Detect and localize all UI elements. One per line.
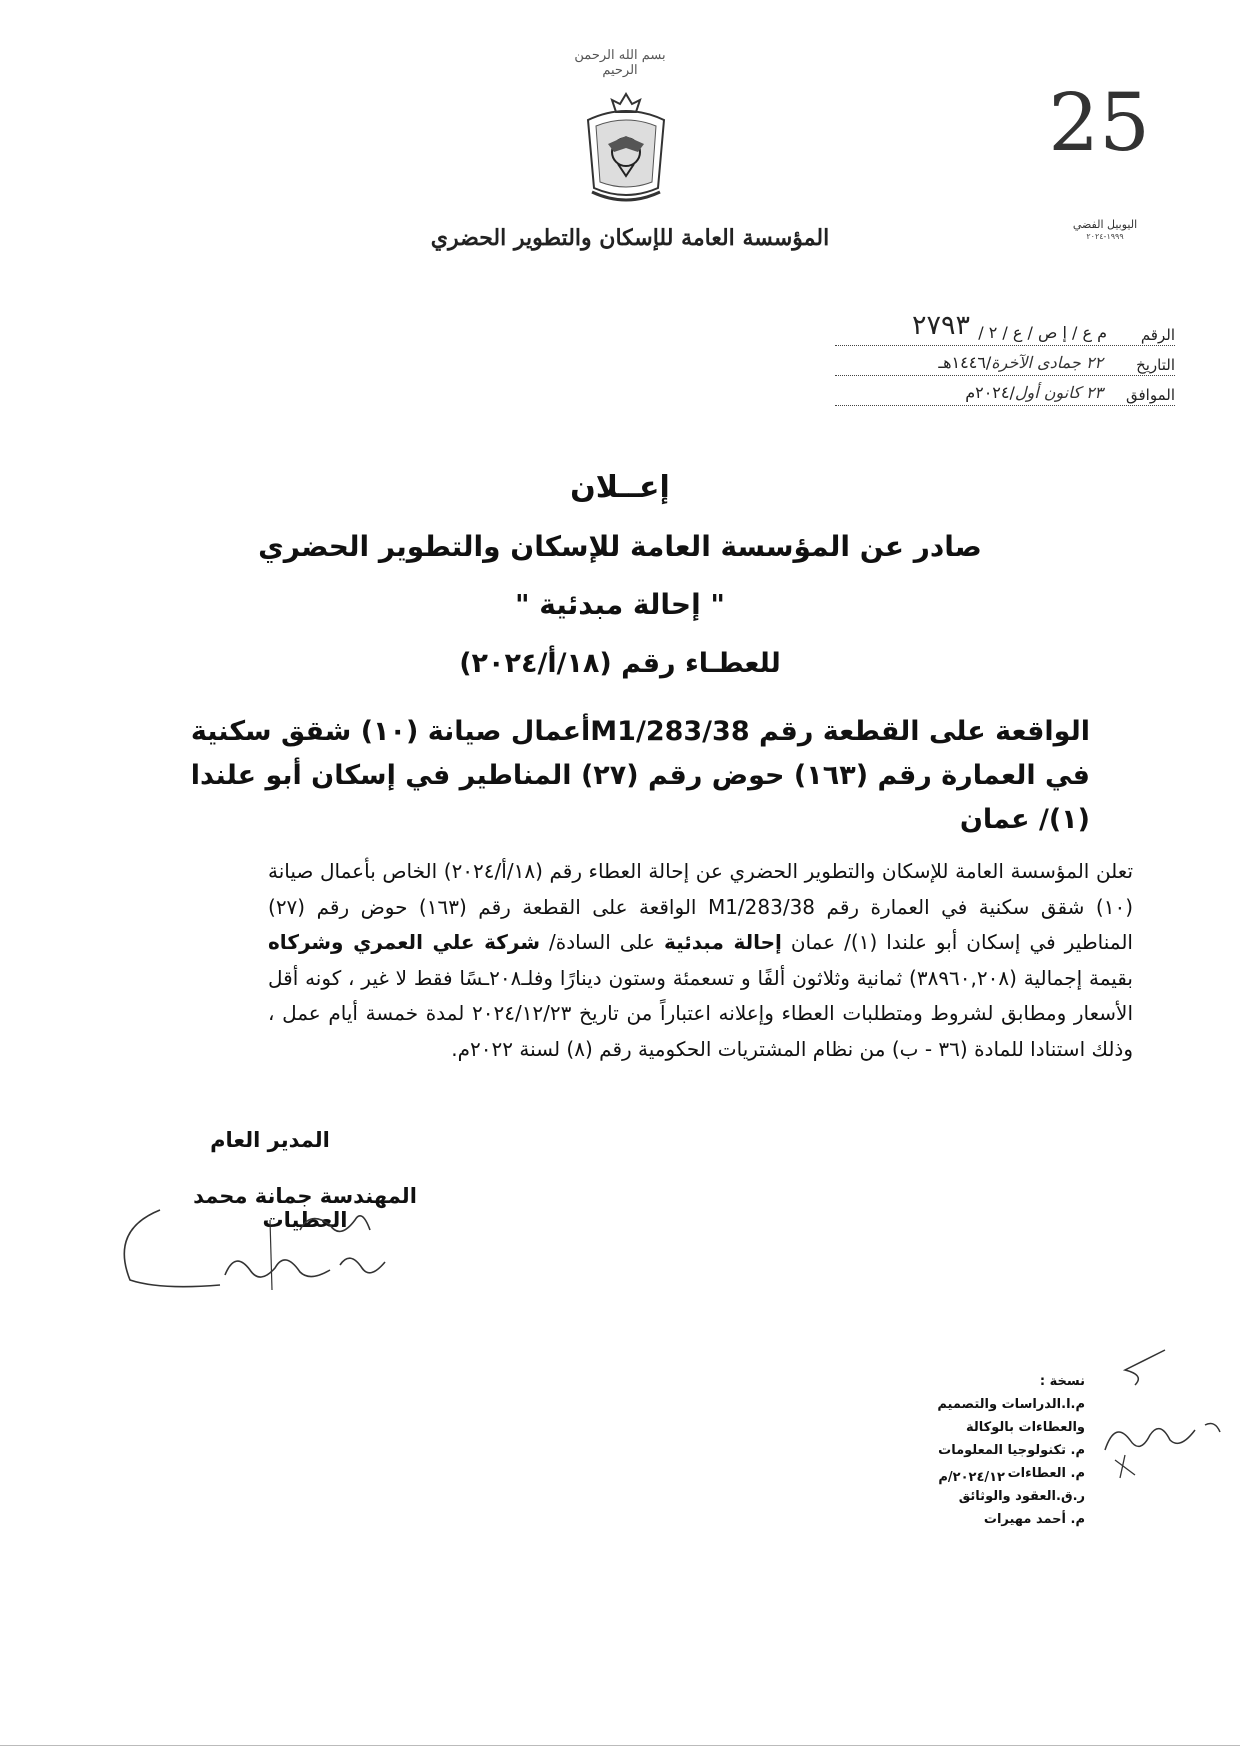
basmala-text: بسم الله الرحمن الرحيم — [574, 48, 666, 78]
gregorian-date-suffix: /٢٠٢٤م — [965, 383, 1015, 402]
copies-item: م.ا.الدراسات والتصميم والعطاءات بالوكالة — [937, 1397, 1085, 1435]
body-part-3: بقيمة إجمالية (٣٨٩٦٠,٢٠٨) ثمانية وثلاثون ألفًا و تسعمئة وستون دينارًا وفلـ٢٠٨ـسًا فقط لا غير ، كونه أقل الأسعار ومطابق لشروط ومتطلبات العطاء وإعلانه اعتباراً من تاريخ ٢٠٢٤/١٢/٢٣ لمدة خمسة أيام عمل ، وذلك استنادا للمادة (٣٦ - ب) من نظام المشتريات الحكومية رقم (٨) لسنة ٢٠٢٢م. — [268, 965, 1134, 1061]
page-bottom-edge — [0, 1745, 1240, 1746]
hijri-date-handwritten: ٢٢ جمادى الآخرة — [991, 353, 1103, 372]
tender-subject-title: الواقعة على القطعة رقم M1/283/38أعمال صيانة (١٠) شقق سكنية في العمارة رقم (١٦٣) حوض رقم (٢٧) المناطير في إسكان أبو علندا (١)/ عمان — [190, 716, 1090, 835]
gregorian-date-handwritten: ٢٣ كانون أول — [1014, 383, 1103, 402]
gregorian-date-row — [835, 380, 1175, 410]
body-bold-award: إحالة مبدئية — [663, 930, 782, 954]
body-part-2: على السادة/ — [540, 930, 664, 954]
reference-number-handwritten: ٢٧٩٣ — [911, 310, 970, 341]
copies-item: ر.ق.العقود والوثائق — [958, 1489, 1085, 1504]
hijri-date-value — [938, 353, 1103, 372]
signatory-name: المهندسة جمانة محمد العطيات — [193, 1184, 417, 1232]
anniversary-number: 25 — [1048, 76, 1150, 169]
anniversary-logo — [1048, 76, 1150, 241]
signatory-title: المدير العام — [210, 1128, 330, 1152]
reference-number-row — [835, 310, 1175, 350]
body-bold-company: شركة علي العمري وشركاه — [268, 930, 541, 954]
dotted-line — [835, 345, 1175, 346]
issuer-title: صادر عن المؤسسة العامة للإسكان والتطوير الحضري — [258, 530, 982, 563]
announcement-body — [268, 854, 1133, 1067]
reference-number-value: م ع / إ ص / ع / ٢ / — [978, 323, 1107, 342]
hijri-date-row — [835, 350, 1175, 380]
copies-heading: نسخة : — [1039, 1374, 1085, 1389]
coat-of-arms-logo — [578, 92, 674, 210]
copies-item: م. أحمد مهيرات — [983, 1512, 1085, 1527]
body-part-1: تعلن المؤسسة العامة للإسكان والتطوير الحضري عن إحالة العطاء رقم (١٨/أ/٢٠٢٤) الخاص بأعمال صيانة (١٠) شقق سكنية في العمارة رقم M1/283/38 الواقعة على القطعة رقم (١٦٣) حوض رقم (٢٧) المناطير في إسكان أبو علندا (١)/ عمان — [268, 859, 1134, 954]
initials-signature — [1085, 1340, 1235, 1480]
anniversary-years: ١٩٩٩-٢٠٢٤ — [1086, 232, 1124, 241]
copies-date: ٢٠٢٤/١٢/م — [938, 1470, 1005, 1485]
gregorian-date-value — [965, 383, 1103, 402]
organization-header: المؤسسة العامة للإسكان والتطوير الحضري — [430, 225, 830, 251]
hijri-date-label: التاريخ — [1136, 356, 1175, 374]
dotted-line — [835, 375, 1175, 376]
anniversary-label: اليوبيل الفضي — [1072, 218, 1138, 231]
dotted-line — [835, 405, 1175, 406]
handwritten-signature — [100, 1190, 460, 1300]
copies-item: م. العطاءات — [1007, 1466, 1085, 1481]
copies-list — [870, 1370, 1085, 1531]
copies-item: م. تكنولوجيا المعلومات — [938, 1443, 1085, 1458]
announcement-title: إعــلان — [570, 470, 670, 505]
hijri-date-suffix: /١٤٤٦هـ — [938, 353, 992, 372]
tender-number-title: للعطـاء رقم (١٨/أ/٢٠٢٤) — [459, 648, 781, 679]
reference-number-label: الرقم — [1140, 326, 1175, 344]
gregorian-date-label: الموافق — [1125, 386, 1175, 404]
preliminary-award-title: " إحالة مبدئية " — [514, 588, 726, 621]
